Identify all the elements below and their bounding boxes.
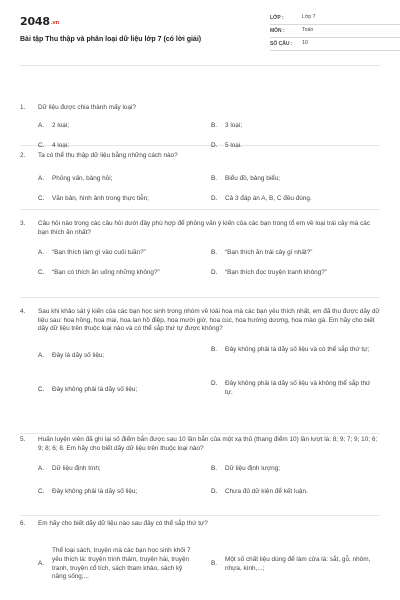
option-text: Đây không phải là dãy số liệu và không thể sắp thứ tự.	[225, 379, 371, 396]
option-b[interactable]	[211, 541, 376, 589]
option-letter: B.	[211, 121, 218, 129]
option-letter: C.	[38, 488, 45, 496]
question-3	[20, 220, 380, 298]
question-4	[20, 308, 380, 434]
question-1	[20, 104, 380, 149]
option-d[interactable]	[211, 142, 376, 151]
meta-table	[270, 12, 400, 51]
option-text: Cả 3 đáp án A, B, C đều đúng.	[225, 194, 312, 202]
option-d[interactable]	[211, 380, 376, 397]
option-text: 2 loại;	[52, 121, 70, 129]
option-letter: B.	[211, 174, 218, 182]
option-letter: A.	[38, 174, 45, 182]
option-text: Biểu đồ, bảng biểu;	[225, 174, 281, 182]
option-d[interactable]	[211, 269, 376, 278]
meta-label: SỐ CÂU :	[270, 40, 293, 47]
question-header	[20, 436, 380, 453]
option-a[interactable]	[38, 249, 198, 258]
option-letter: B.	[211, 560, 218, 568]
option-b[interactable]	[211, 346, 376, 355]
question-header	[20, 104, 380, 113]
logo-suffix: .vn	[50, 20, 59, 26]
option-letter: B.	[211, 249, 218, 257]
question-number: 4.	[20, 308, 26, 315]
option-text: “Bạn thích ăn trái cây gì nhất?”	[225, 249, 313, 257]
option-text: Đây không phải là dãy số liệu;	[52, 385, 138, 393]
option-letter: C.	[38, 269, 45, 277]
option-letter: C.	[38, 385, 45, 393]
option-letter: A.	[38, 121, 45, 129]
option-letter: D.	[211, 141, 218, 149]
logo-text: 2048	[20, 15, 50, 28]
option-c[interactable]	[38, 488, 198, 497]
question-5	[20, 436, 380, 516]
question-text: Huấn luyện viên đã ghi lại số điểm bắn được sau 10 lần bắn của một xạ thủ (thang điểm 10) lần lượt là: 8; 9; 7; 9; 10; 6; 9; 8; 6; 8. Em hãy cho biết dãy dữ liệu trên thuộc loại nào?	[38, 436, 378, 452]
option-c[interactable]	[38, 386, 198, 395]
option-letter: C.	[38, 141, 45, 149]
meta-row-subject	[270, 25, 400, 38]
option-a[interactable]	[38, 465, 198, 474]
option-b[interactable]	[211, 175, 376, 184]
option-text: “Bạn thích làm gì vào cuối tuần?”	[52, 249, 146, 257]
option-text: 5 loại.	[225, 141, 243, 149]
option-c[interactable]	[38, 142, 198, 151]
option-letter: A.	[38, 560, 45, 568]
meta-label: LỚP :	[270, 14, 284, 21]
option-a[interactable]	[38, 175, 198, 184]
meta-value: Toán	[302, 27, 314, 34]
option-text: Dữ liệu định tính;	[52, 465, 101, 473]
site-logo[interactable]	[20, 15, 59, 30]
option-text: “Bạn có thích ăn uống những không?”	[52, 269, 160, 277]
option-a[interactable]	[38, 352, 198, 361]
option-text: 3 loại;	[225, 121, 243, 129]
option-letter: B.	[211, 465, 218, 473]
page-header	[20, 0, 380, 66]
question-number: 5.	[20, 436, 26, 443]
option-a[interactable]	[38, 541, 198, 589]
option-b[interactable]	[211, 465, 376, 474]
question-text: Em hãy cho biết dãy dữ liệu nào sau đây có thể sắp thứ tự?	[38, 520, 208, 527]
option-text: Một số chất liệu dùng để làm cửa là: sắt, gỗ, nhôm, nhựa, kính,...;	[225, 556, 371, 572]
question-number: 2.	[20, 152, 26, 159]
option-d[interactable]	[211, 195, 376, 204]
question-number: 6.	[20, 520, 26, 527]
option-text: Đây là dãy số liệu;	[52, 351, 105, 359]
option-letter: A.	[38, 351, 45, 359]
question-text: Dữ liệu được chia thành mấy loại?	[38, 104, 137, 111]
option-a[interactable]	[38, 122, 198, 131]
question-6	[20, 520, 380, 600]
meta-value: Lớp 7	[302, 14, 316, 21]
question-text: Câu hỏi nào trong các câu hỏi dưới đây phù hợp để phỏng vấn ý kiến của các bạn trong tổ em về loại trái cây mà các bạn thích ăn nhất?	[38, 220, 371, 236]
option-letter: A.	[38, 465, 45, 473]
option-letter: A.	[38, 249, 45, 257]
option-c[interactable]	[38, 195, 198, 204]
option-text: Chưa đủ dữ kiện để kết luận.	[225, 488, 308, 496]
question-header	[20, 220, 380, 237]
option-d[interactable]	[211, 488, 376, 497]
option-text: Văn bản, hình ảnh trong thực tiễn;	[52, 194, 150, 202]
question-text: Ta có thể thu thập dữ liệu bằng những cách nào?	[38, 152, 178, 159]
option-b[interactable]	[211, 122, 376, 131]
question-header	[20, 308, 380, 334]
option-text: Dữ liệu định lượng;	[225, 465, 281, 473]
page-title: Bài tập Thu thập và phân loại dữ liệu lớp 7 (có lời giải)	[20, 36, 202, 43]
meta-value: 10	[302, 40, 308, 47]
option-text: 4 loại;	[52, 141, 70, 149]
option-text: “Bạn thích đọc truyện tranh không?”	[225, 269, 327, 277]
option-letter: D.	[211, 194, 218, 202]
option-letter: B.	[211, 345, 218, 353]
option-text: Phỏng vấn, bảng hỏi;	[52, 174, 113, 182]
option-text: Thể loại sách, truyện mà các bạn học sinh khối 7 yêu thích là: truyện trinh thám, truyện hài, truyện tranh, truyện cổ tích, sách tham khảo, sách kỹ năng sống;...	[52, 547, 191, 581]
option-text: Đây không phải là dãy số liệu và có thể sắp thứ tự;	[225, 345, 370, 353]
option-letter: C.	[38, 194, 45, 202]
option-b[interactable]	[211, 249, 376, 258]
question-header	[20, 152, 380, 161]
question-number: 3.	[20, 220, 26, 227]
meta-label: MÔN :	[270, 27, 285, 34]
option-letter: D.	[211, 379, 218, 387]
option-text: Đây không phải là dãy số liệu;	[52, 488, 138, 496]
option-c[interactable]	[38, 269, 198, 278]
question-number: 1.	[20, 104, 26, 111]
meta-row-count	[270, 38, 400, 51]
question-text: Sau khi khảo sát ý kiến của các bạn học sinh trong nhóm về loài hoa mà các bạn yêu thích nhất, em đã thu được dãy dữ liệu sau: hoa hồng, hoa mai, hoa lan hồ điệp, hoa mười giờ, hoa cúc, hoa hướng dương, hoa mào gà. Em hãy cho biết dãy dữ liệu trên thuộc loại nào và có thể sắp thứ tự được không?	[38, 308, 380, 333]
question-header	[20, 520, 380, 529]
question-2	[20, 152, 380, 210]
option-letter: D.	[211, 269, 218, 277]
option-letter: D.	[211, 488, 218, 496]
meta-row-class	[270, 12, 400, 25]
